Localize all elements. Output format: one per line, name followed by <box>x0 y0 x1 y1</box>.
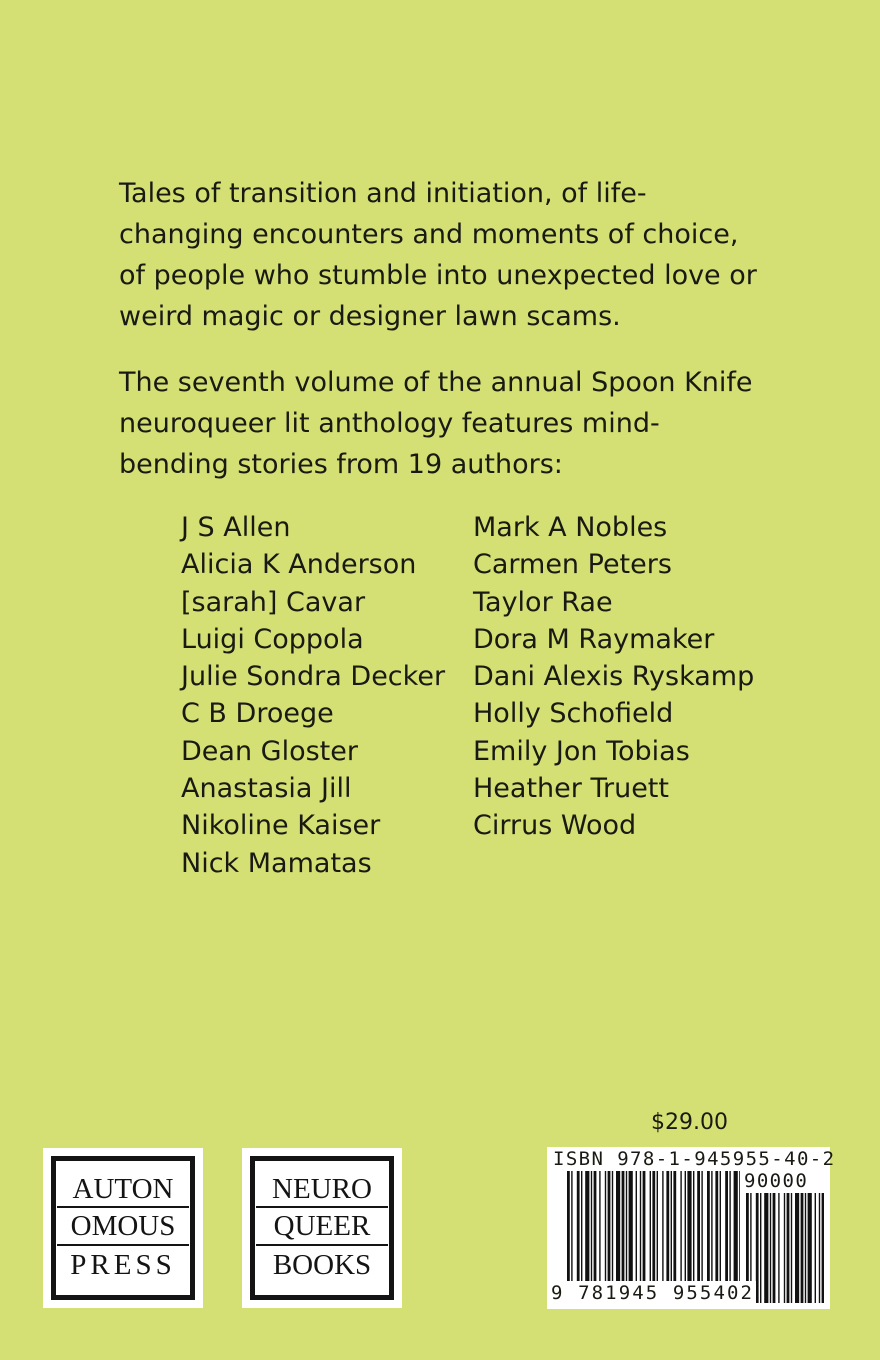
logo-line-2: OMOUS <box>70 1210 176 1242</box>
logo-line-2: QUEER <box>273 1210 371 1242</box>
barcode-bar <box>801 1193 804 1303</box>
barcode-bar <box>808 1193 812 1303</box>
barcode-bar <box>819 1193 820 1303</box>
logo-line-3: PRESS <box>70 1249 176 1281</box>
logo-divider <box>57 1206 189 1208</box>
author-name: Nikoline Kaiser <box>181 810 381 842</box>
barcode-addon-number: 90000 <box>744 1170 809 1192</box>
author-name: Nick Mamatas <box>181 847 372 879</box>
isbn-barcode <box>547 1147 836 1309</box>
barcode-bar <box>773 1193 776 1303</box>
barcode-digits: 9 781945 955402 <box>551 1282 755 1304</box>
author-name: Dora M Raymaker <box>473 623 715 655</box>
barcode-bar <box>815 1193 816 1303</box>
author-name: Emily Jon Tobias <box>473 735 690 767</box>
neuroqueer-books-logo <box>242 1148 402 1308</box>
author-name: Luigi Coppola <box>181 623 364 655</box>
isbn-label: ISBN 978-1-945955-40-2 <box>553 1148 836 1170</box>
author-name: Dean Gloster <box>181 735 358 767</box>
author-name: J S Allen <box>181 512 291 543</box>
barcode-bar <box>822 1193 824 1303</box>
logo-line-1: AUTON <box>72 1173 174 1205</box>
author-name: Taylor Rae <box>473 586 613 618</box>
blurb-paragraph-2: The seventh volume of the annual Spoon Knife neuroqueer lit anthology features mind-bending stories from 19 authors: <box>119 367 753 480</box>
barcode-bar <box>795 1193 799 1303</box>
author-name: Anastasia Jill <box>181 773 352 805</box>
barcode-bar <box>778 1193 779 1303</box>
author-name: Mark A Nobles <box>473 512 668 543</box>
author-name: Cirrus Wood <box>473 810 637 842</box>
logo-divider <box>57 1244 189 1246</box>
barcode-bar <box>787 1193 790 1303</box>
author-name: Carmen Peters <box>473 549 672 581</box>
author-list-right <box>473 509 754 845</box>
author-name: Heather Truett <box>473 773 669 805</box>
author-name: [sarah] Cavar <box>181 586 366 618</box>
logo-divider <box>256 1244 388 1246</box>
price-label: $29.00 <box>651 1110 728 1135</box>
barcode-bar <box>791 1193 792 1303</box>
autonomous-press-logo <box>43 1148 203 1308</box>
blurb-paragraph-1: Tales of transition and initiation, of life-changing encounters and moments of choice, of people who stumble into unexpected love or weird magic or designer lawn scams. <box>119 178 757 332</box>
barcode-bar <box>756 1193 759 1303</box>
barcode-bar <box>805 1193 806 1303</box>
author-name: Dani Alexis Ryskamp <box>473 661 755 693</box>
barcode-bar <box>784 1193 785 1303</box>
author-name: Alicia K Anderson <box>181 549 417 581</box>
author-name: Holly Schofield <box>473 698 674 730</box>
logo-divider <box>256 1206 388 1208</box>
logo-line-3: BOOKS <box>272 1249 372 1281</box>
logo-line-1: NEURO <box>272 1173 372 1205</box>
barcode-bar <box>770 1193 771 1303</box>
author-name: Julie Sondra Decker <box>181 661 446 693</box>
barcode-bar <box>760 1193 761 1303</box>
barcode-bar <box>764 1193 768 1303</box>
author-name: C B Droege <box>181 698 334 730</box>
author-list-left <box>181 509 445 882</box>
